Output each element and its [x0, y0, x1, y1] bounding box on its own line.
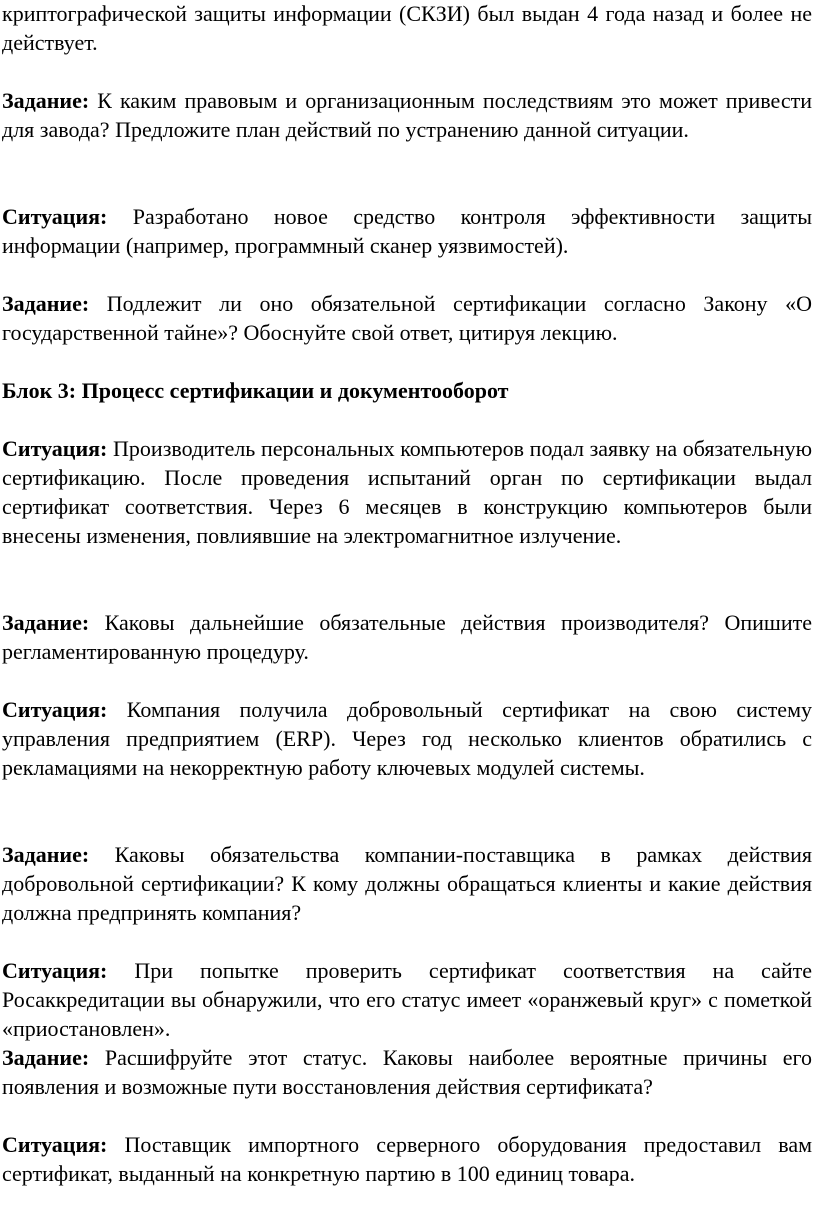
- paragraph-situation-rosaccreditation: [2, 957, 812, 1044]
- paragraph-text: Поставщик импортного серверного оборудования предоставил вам сертификат, выданный на конкретную партию в 100 единиц товара.: [2, 1132, 812, 1186]
- task-label: Задание:: [2, 88, 90, 113]
- paragraph-situation-erp: [2, 696, 812, 783]
- paragraph-task-state-secret: [2, 290, 812, 348]
- paragraph-skzi-continued: [2, 0, 812, 58]
- paragraph-text: Каковы дальнейшие обязательные действия производителя? Опишите регламентированную процедуру.: [2, 610, 813, 664]
- paragraph-text: При попытке проверить сертификат соответствия на сайте Росаккредитации вы обнаружили, что его статус имеет «оранжевый круг» с пометкой «приостановлен».: [2, 958, 812, 1041]
- paragraph-text: К каким правовым и организационным последствиям это может привести для завода? Предложите план действий по устранению данной ситуации.: [2, 88, 812, 142]
- paragraph-text: Компания получила добровольный сертификат на свою систему управления предприятием (ERP). Через год несколько клиентов обратились с рекламациями на некорректную работу ключевых модулей системы.: [2, 697, 812, 780]
- paragraph-situation-scanner: [2, 203, 812, 261]
- paragraph-task-manufacturer-actions: [2, 609, 812, 667]
- situation-label: Ситуация:: [2, 204, 108, 229]
- paragraph-task-supplier-obligations: [2, 841, 812, 928]
- paragraph-text: Расшифруйте этот статус. Каковы наиболее вероятные причины его появления и возможные пути восстановления действия сертификата?: [2, 1045, 812, 1099]
- task-label: Задание:: [2, 842, 90, 867]
- situation-label: Ситуация:: [2, 958, 108, 983]
- task-label: Задание:: [2, 1045, 90, 1070]
- paragraph-situation-pc-manufacturer: [2, 435, 812, 551]
- paragraph-text: криптографической защиты информации (СКЗИ) был выдан 4 года назад и более не действует.: [2, 1, 812, 55]
- paragraph-text: Каковы обязательства компании-поставщика в рамках действия добровольной сертификации? К кому должны обращаться клиенты и какие действия должна предпринять компания?: [2, 842, 812, 925]
- paragraph-text: Производитель персональных компьютеров подал заявку на обязательную сертификацию. После проведения испытаний орган по сертификации выдал сертификат соответствия. Через 6 месяцев в конструкцию компьютеров были внесены изменения, повлиявшие на электромагнитное излучение.: [2, 436, 813, 548]
- situation-label: Ситуация:: [2, 436, 108, 461]
- paragraph-task-legal-consequences: [2, 87, 812, 145]
- paragraph-situation-server-supplier: [2, 1131, 812, 1189]
- paragraph-text: Разработано новое средство контроля эффективности защиты информации (например, программный сканер уязвимостей).: [2, 204, 813, 258]
- task-label: Задание:: [2, 291, 90, 316]
- paragraph-task-decode-status: [2, 1044, 812, 1102]
- paragraph-text: Подлежит ли оно обязательной сертификации согласно Закону «О государственной тайне»? Обоснуйте свой ответ, цитируя лекцию.: [2, 291, 812, 345]
- situation-label: Ситуация:: [2, 697, 108, 722]
- task-label: Задание:: [2, 610, 90, 635]
- section-heading-block-3: Блок 3: Процесс сертификации и документооборот: [2, 378, 509, 403]
- situation-label: Ситуация:: [2, 1132, 108, 1157]
